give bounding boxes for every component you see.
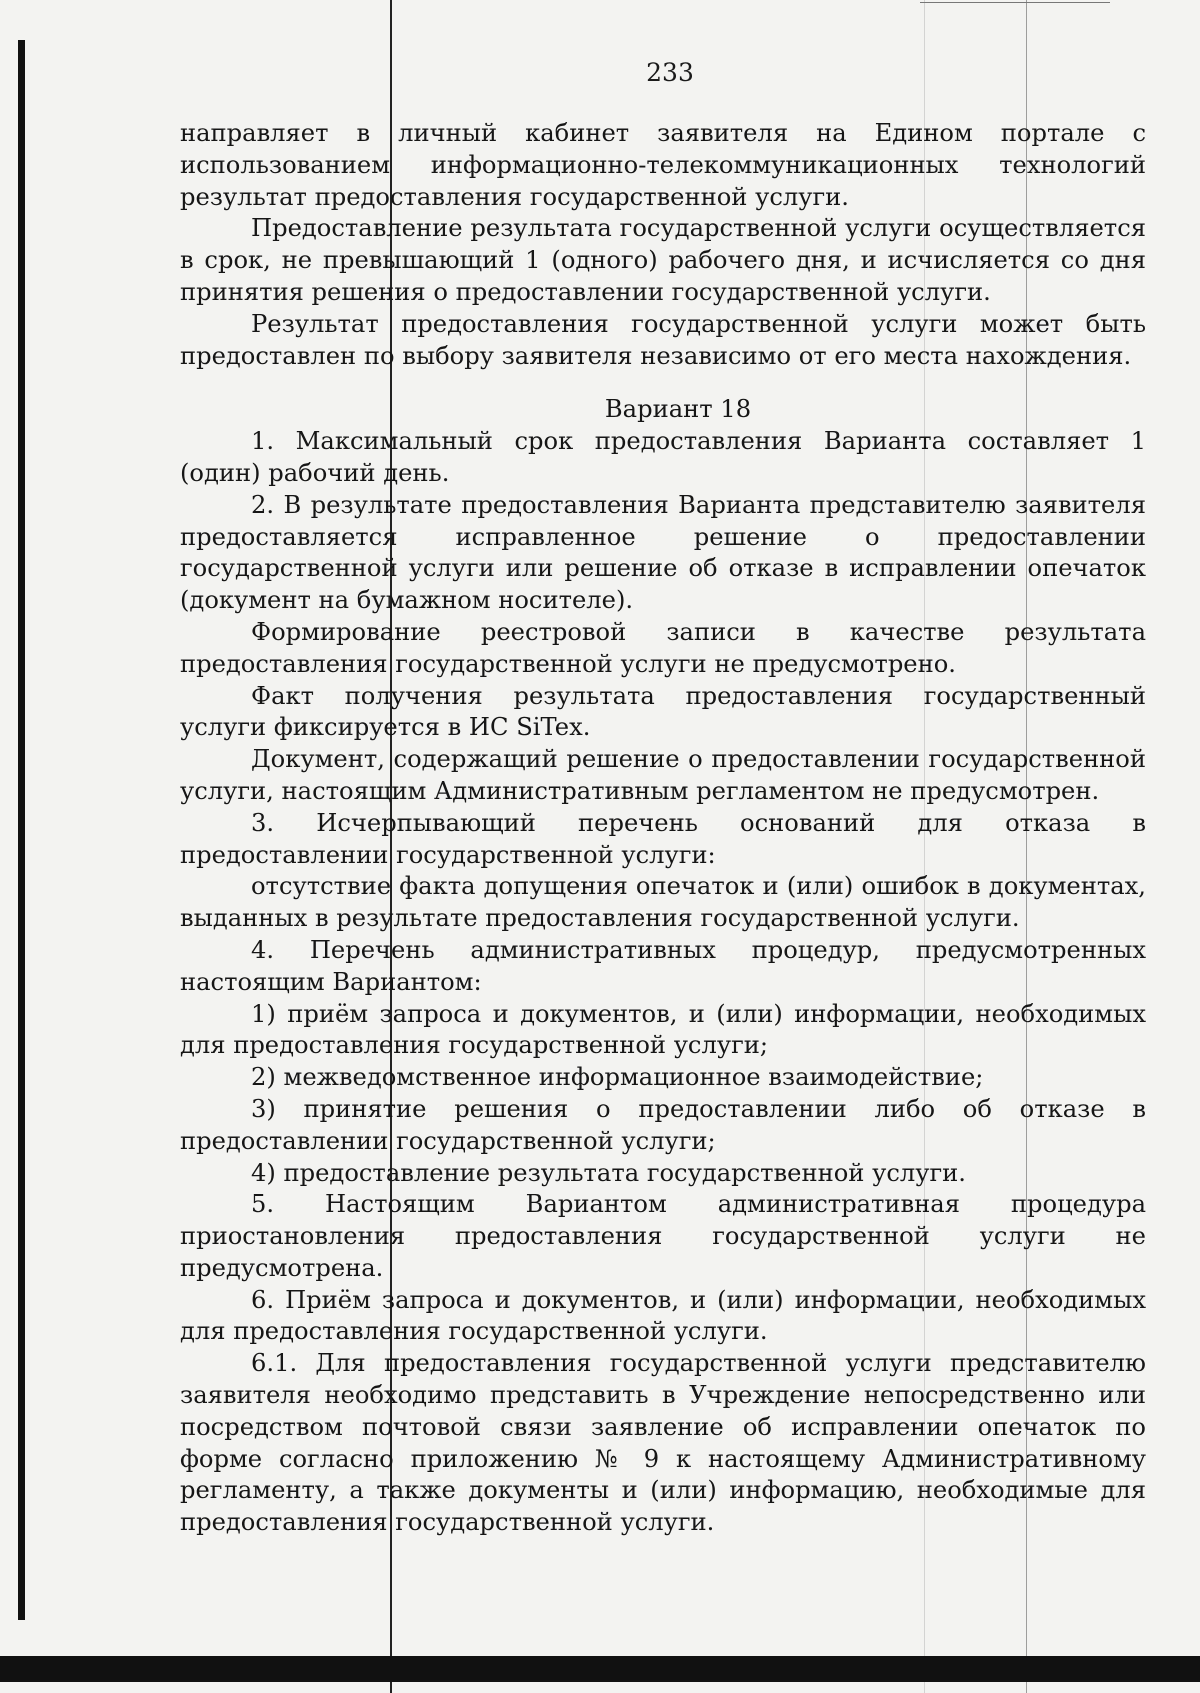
paragraph: 6.1. Для предоставления государственной услуги представителю заявителя необходимо представить в Учреждение непосредственно или посредством почтовой связи заявление об исправлении опечаток по форме согласно приложению № 9 к настоящему Административному регламенту, а также документы и (или) информацию, необходимые для предоставления государственной услуги.: [180, 1349, 1146, 1537]
paragraph: 4. Перечень административных процедур, предусмотренных настоящим Вариантом:: [180, 935, 1146, 996]
paragraph: Факт получения результата предоставления государственный услуги фиксируется в ИС SiTex.: [180, 681, 1146, 742]
paragraph: Формирование реестровой записи в качестве результата предоставления государственной услуги не предусмотрено.: [180, 617, 1146, 678]
paragraph: 1. Максимальный срок предоставления Варианта составляет 1 (один) рабочий день.: [180, 427, 1146, 487]
paragraph: 2. В результате предоставления Варианта представителю заявителя предоставляется исправленное решение о предоставлении государственной услуги или решение об отказе в исправлении опечаток (документ на бумажном носителе).: [180, 490, 1146, 615]
paragraph: 5. Настоящим Вариантом административная процедура приостановления предоставления государственной услуги не предусмотрена.: [180, 1190, 1146, 1282]
paragraph: отсутствие факта допущения опечаток и (или) ошибок в документах, выданных в результате предоставления государственной услуги.: [180, 872, 1146, 933]
scan-top-line: [920, 2, 1110, 3]
paragraph: 3. Исчерпывающий перечень оснований для отказа в предоставлении государственной услуги:: [180, 808, 1146, 869]
paragraph: 4) предоставление результата государственной услуги.: [251, 1158, 966, 1187]
paragraph: направляет в личный кабинет заявителя на Едином портале с использованием информационно-телекоммуникационных технологий результат предоставления государственной услуги.: [180, 119, 1146, 211]
scan-edge-bottom: [0, 1656, 1200, 1682]
page-number: 233: [646, 58, 694, 87]
paragraph: 1) приём запроса и документов, и (или) информации, необходимых для предоставления государственной услуги;: [180, 999, 1146, 1060]
paragraph: Документ, содержащий решение о предоставлении государственной услуги, настоящим Административным регламентом не предусмотрен.: [180, 745, 1146, 805]
document-body: [180, 118, 1146, 1539]
scan-edge-left: [18, 40, 25, 1620]
paragraph: 6. Приём запроса и документов, и (или) информации, необходимых для предоставления государственной услуги.: [180, 1285, 1146, 1346]
paragraph: 2) межведомственное информационное взаимодействие;: [251, 1063, 984, 1092]
section-title: Вариант 18: [604, 395, 752, 424]
paragraph: Предоставление результата государственной услуги осуществляется в срок, не превышающий 1 (одного) рабочего дня, и исчисляется со дня принятия решения о предоставлении государственной услуги.: [180, 214, 1146, 306]
paragraph: Результат предоставления государственной услуги может быть предоставлен по выбору заявителя независимо от его места нахождения.: [180, 309, 1146, 370]
paragraph: 3) принятие решения о предоставлении либо об отказе в предоставлении государственной услуги;: [180, 1094, 1146, 1155]
